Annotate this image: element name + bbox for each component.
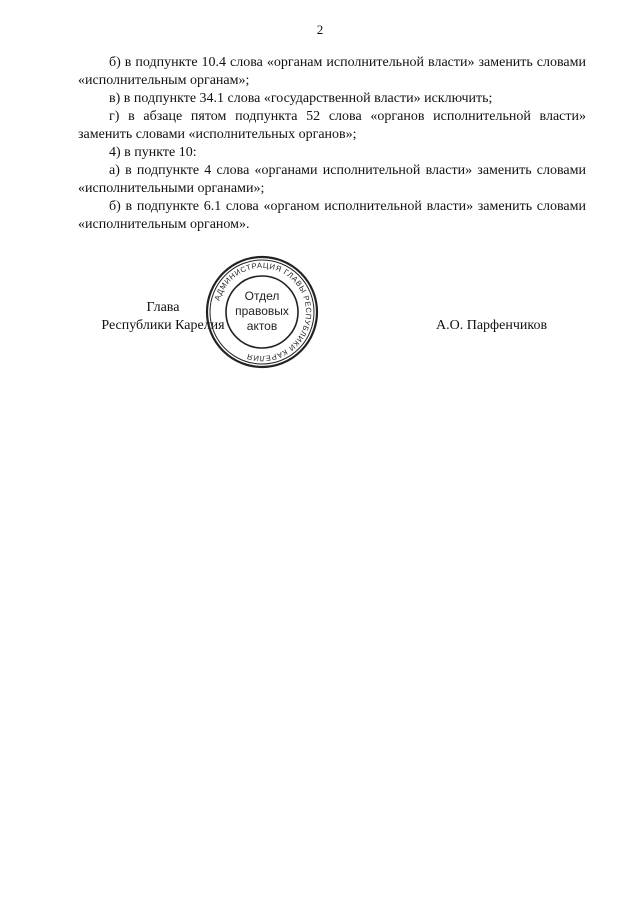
paragraph: а) в подпункте 4 слова «органами исполнительной власти» заменить словами «исполнительными органами»; <box>78 163 586 196</box>
paragraph: б) в подпункте 10.4 слова «органам исполнительной власти» заменить словами «исполнительным органам»; <box>78 55 586 88</box>
stamp-inner-line: правовых <box>235 304 289 318</box>
paragraph: б) в подпункте 6.1 слова «органом исполнительной власти» заменить словами «исполнительным органом». <box>78 199 586 232</box>
stamp-inner-line: Отдел <box>244 289 280 303</box>
paragraph: в) в подпункте 34.1 слова «государственной власти» исключить; <box>109 91 493 106</box>
stamp-ring-text: АДМИНИСТРАЦИЯ ГЛАВЫ РЕСПУБЛИКИ КАРЕЛИЯ <box>212 260 314 364</box>
signatory-name: А.О. Парфенчиков <box>436 318 548 333</box>
signatory-title-line: Глава <box>146 300 180 315</box>
stamp-inner-line: актов <box>246 319 278 333</box>
paragraph: 4) в пункте 10: <box>109 145 197 160</box>
paragraph: г) в абзаце пятом подпункта 52 слова «органов исполнительной власти» заменить словами «исполнительных органов»; <box>78 109 586 142</box>
signatory-title-line: Республики Карелия <box>101 318 225 333</box>
official-stamp <box>204 254 320 370</box>
page-number: 2 <box>316 22 324 37</box>
document-body <box>78 54 586 234</box>
